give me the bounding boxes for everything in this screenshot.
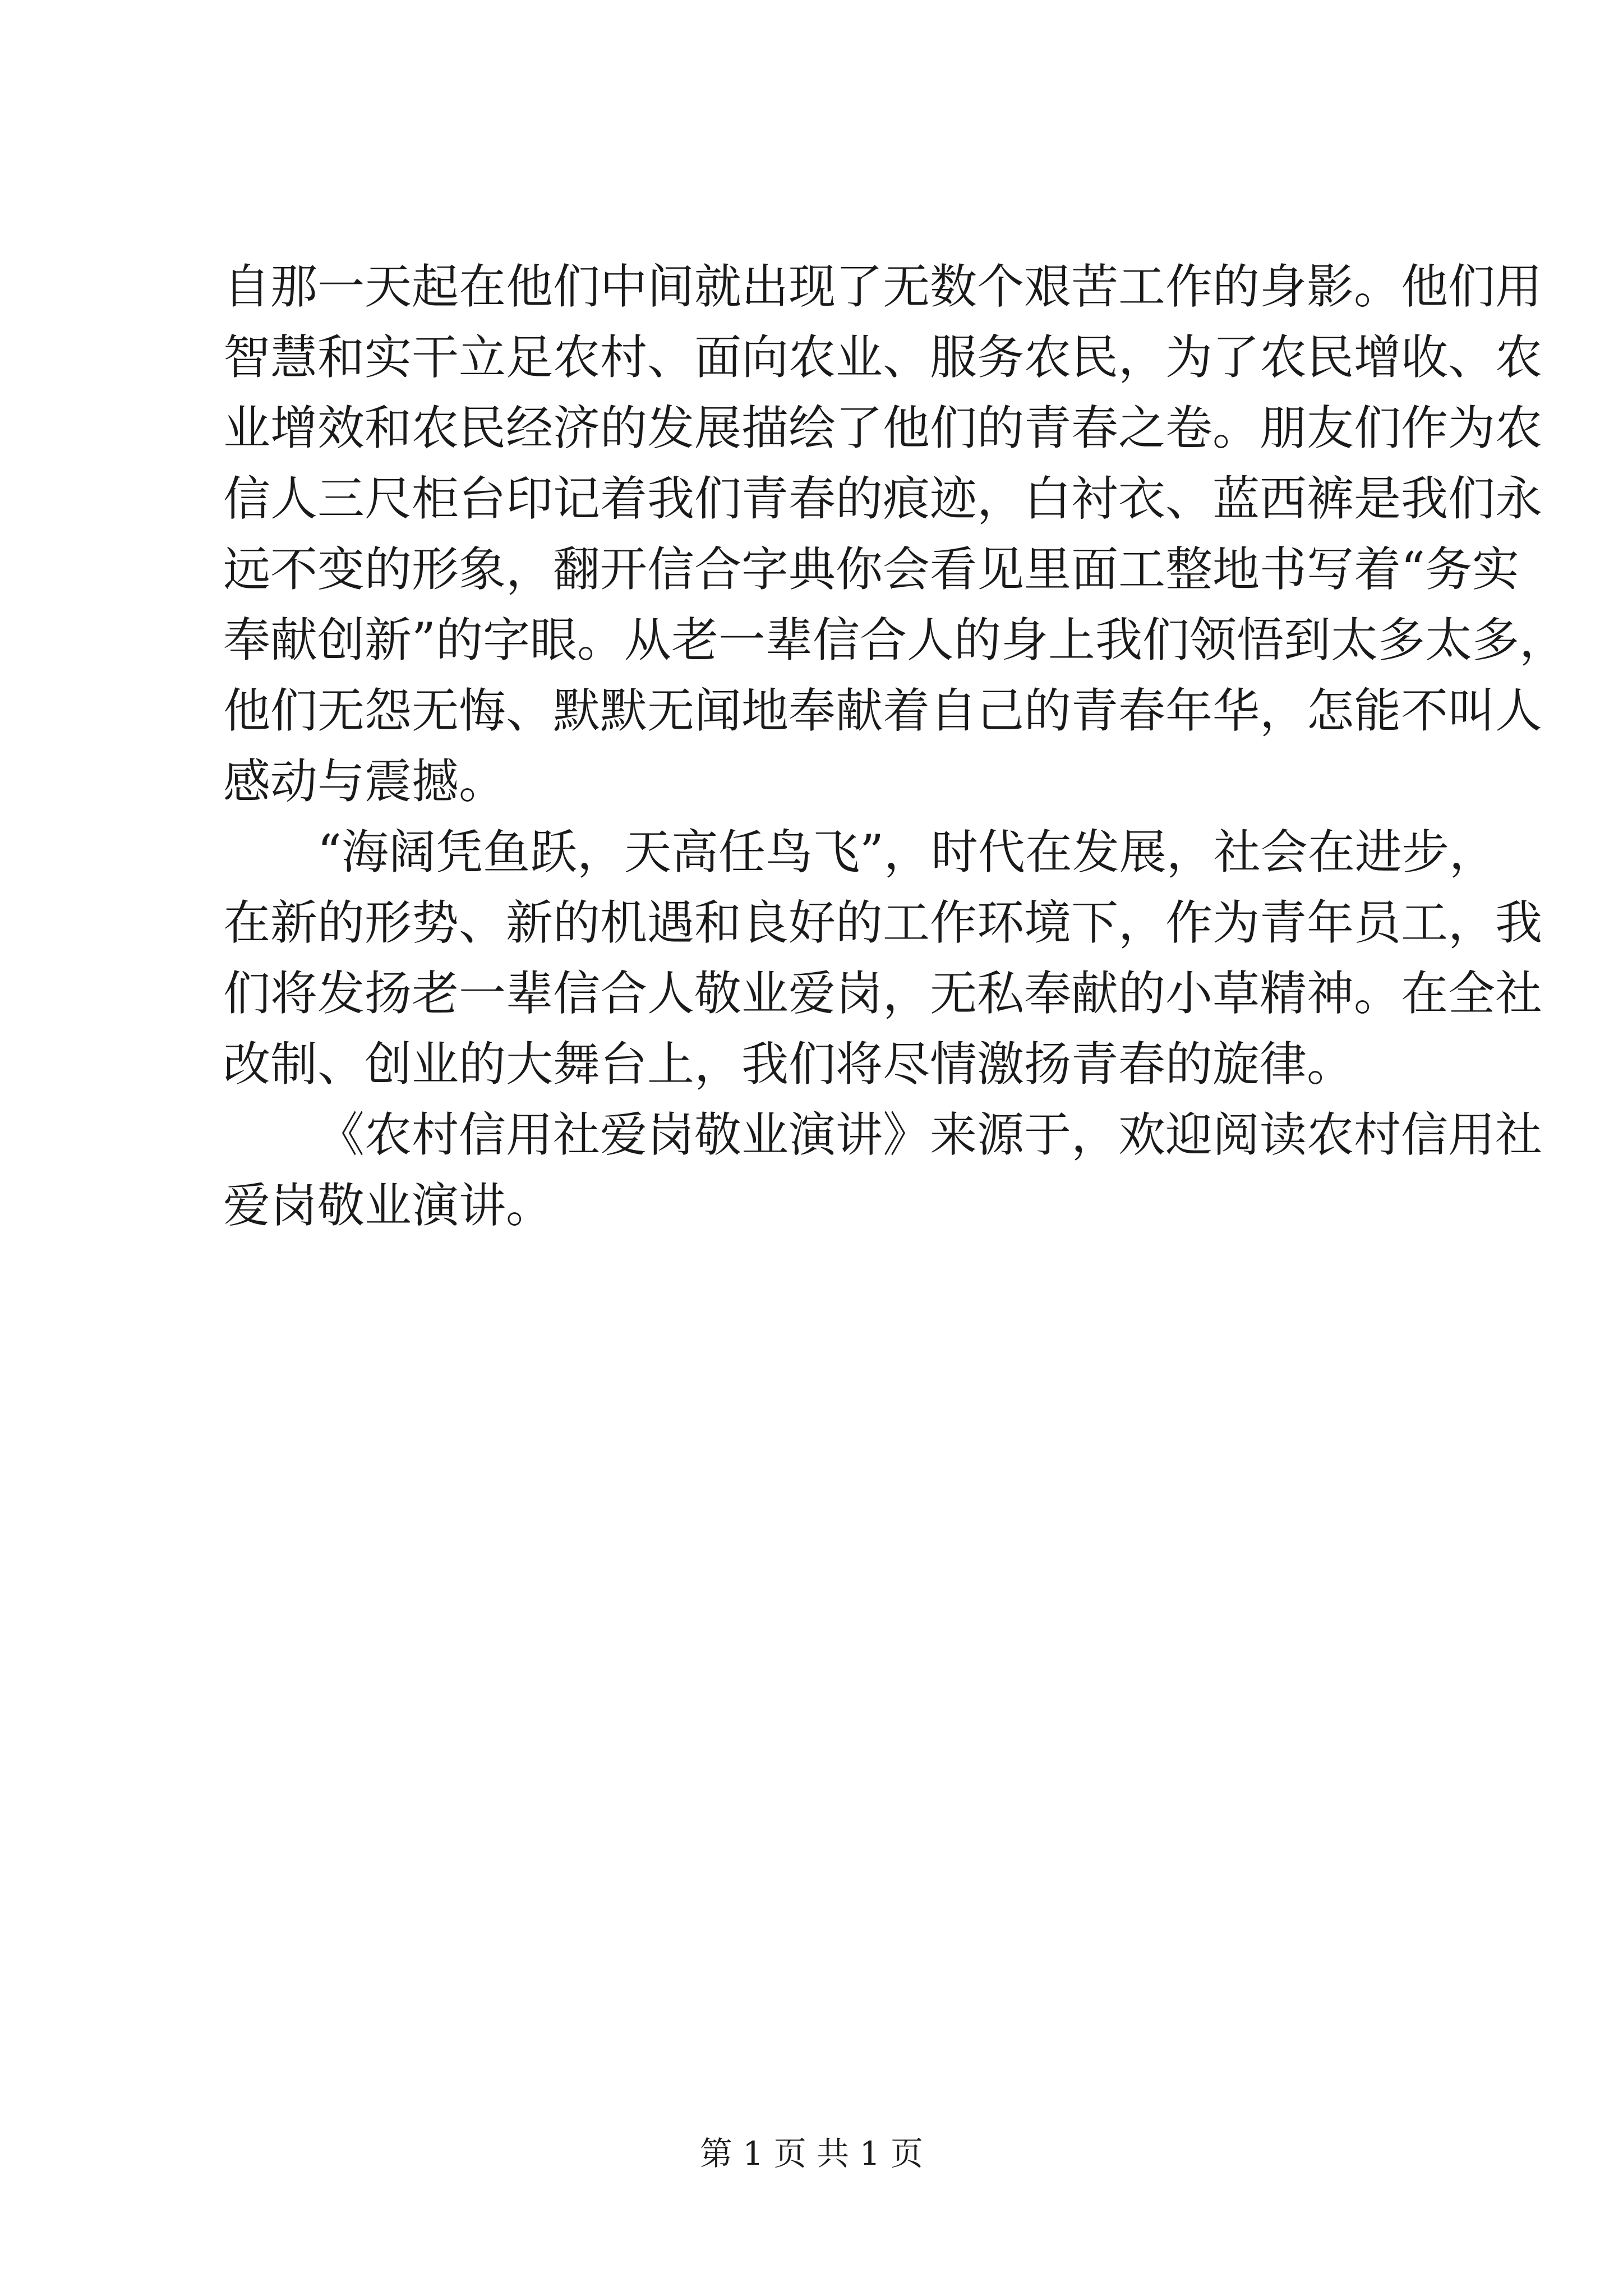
paragraph-line: 爱岗敬业演讲。 [223,1178,554,1233]
paragraph-line: 他们无怨无悔、默默无闻地奉献着自己的青春年华，怎能不叫人 [223,683,1543,738]
paragraph-line: 改制、创业的大舞台上，我们将尽情激扬青春的旋律。 [223,1037,1354,1092]
paragraph-line: 感动与震撼。 [223,754,506,809]
page-footer: 第 1 页 共 1 页 [700,2134,923,2173]
paragraph-line: 远不变的形象，翻开信合字典你会看见里面工整地书写着“务实 [223,542,1519,597]
paragraph-line: 们将发扬老一辈信合人敬业爱岗，无私奉献的小草精神。在全社 [223,966,1543,1021]
paragraph-line: “海阔凭鱼跃，天高任鸟飞”，时代在发展，社会在进步， [317,825,1496,880]
paragraph-line: 在新的形势、新的机遇和良好的工作环境下，作为青年员工，我 [223,895,1543,950]
paragraph-line: 业增效和农民经济的发展描绘了他们的青春之卷。朋友们作为农 [223,401,1543,455]
paragraph-line: 奉献创新”的字眼。从老一辈信合人的身上我们领悟到太多太多， [223,613,1566,668]
paragraph-line: 信人三尺柜台印记着我们青春的痕迹，白衬衣、蓝西裤是我们永 [223,471,1543,526]
paragraph-line: 自那一天起在他们中间就出现了无数个艰苦工作的身影。他们用 [223,259,1543,314]
paragraph-line: 智慧和实干立足农村、面向农业、服务农民，为了农民增收、农 [223,330,1543,385]
paragraph-line: 《农村信用社爱岗敬业演讲》来源于，欢迎阅读农村信用社 [317,1107,1543,1162]
document-body [223,251,1566,1241]
